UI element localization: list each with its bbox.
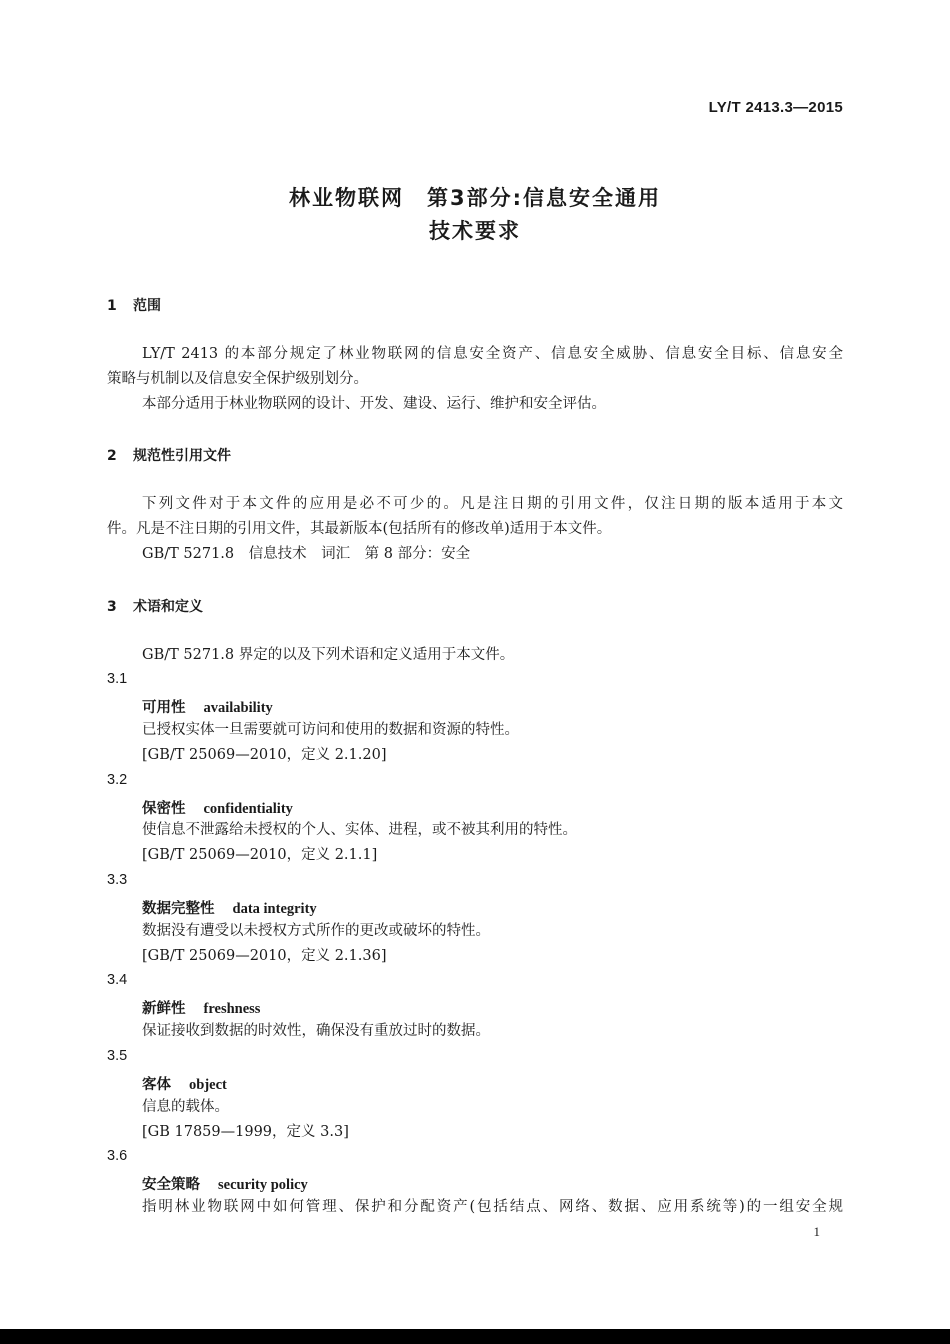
- term-definition: 数据没有遭受以未授权方式所作的更改或破坏的特性。: [142, 923, 490, 939]
- section-heading-scope: [107, 295, 161, 315]
- term-definition: 保证接收到数据的时效性，确保没有重放过时的数据。: [142, 1023, 490, 1039]
- page-number: 1: [813, 1224, 820, 1239]
- term-zh: 数据完整性: [142, 901, 215, 917]
- section-heading-terms: [107, 596, 203, 616]
- term-heading: [142, 797, 293, 818]
- references-text: 下列文件对于本文件的应用是必不可少的。凡是注日期的引用文件，仅注日期的版本适用于本文: [142, 496, 843, 512]
- term-number: 3.4: [107, 972, 128, 988]
- term-definition: 已授权实体一旦需要就可访问和使用的数据和资源的特性。: [142, 722, 519, 738]
- term-en: availability: [203, 700, 273, 716]
- references-paragraph-line-1: [142, 495, 843, 513]
- term-zh: 可用性: [142, 700, 186, 716]
- scope-paragraph-line-2: 策略与机制以及信息安全保护级别划分。: [107, 371, 368, 387]
- standard-code: LY/T 2413.3—2015: [708, 99, 843, 116]
- bottom-border: [0, 1329, 950, 1344]
- references-paragraph-line-2: 件。凡是不注日期的引用文件，其最新版本(包括所有的修改单)适用于本文件。: [107, 521, 612, 537]
- term-number: 3.2: [107, 772, 128, 788]
- term-zh: 客体: [142, 1077, 171, 1093]
- document-title-line-1: 林业物联网 第3部分:信息安全通用: [288, 186, 661, 210]
- scope-paragraph-2: 本部分适用于林业物联网的设计、开发、建设、运行、维护和安全评估。: [142, 396, 606, 412]
- document-title-line-2: 技术要求: [429, 219, 521, 243]
- term-number: 3.5: [107, 1048, 128, 1064]
- term-en: object: [189, 1077, 227, 1093]
- term-source: [GB/T 25069—2010，定义 2.1.1]: [142, 847, 378, 863]
- section-title: 范围: [133, 298, 161, 314]
- term-number: 3.1: [107, 671, 128, 687]
- section-number: 2: [107, 448, 117, 464]
- term-en: freshness: [203, 1001, 261, 1017]
- term-source: [GB/T 25069—2010，定义 2.1.36]: [142, 948, 387, 964]
- scope-paragraph-line-1: [142, 345, 843, 363]
- term-zh: 安全策略: [142, 1177, 200, 1193]
- term-en: data integrity: [232, 901, 317, 917]
- scope-text: LY/T 2413 的本部分规定了林业物联网的信息安全资产、信息安全威胁、信息安全目标、信息安全: [142, 346, 843, 362]
- term-en: confidentiality: [203, 801, 293, 817]
- section-title: 规范性引用文件: [133, 448, 231, 464]
- term-en: security policy: [218, 1177, 308, 1193]
- section-number: 1: [107, 298, 117, 314]
- term-definition: 使信息不泄露给未授权的个人、实体、进程，或不被其利用的特性。: [142, 822, 577, 838]
- reference-item: GB/T 5271.8 信息技术 词汇 第 8 部分：安全: [142, 546, 471, 562]
- term-zh: 新鲜性: [142, 1001, 186, 1017]
- term-definition-wrapper: [142, 1198, 843, 1216]
- term-heading: [142, 997, 260, 1018]
- term-number: 3.3: [107, 872, 128, 888]
- term-definition: 指明林业物联网中如何管理、保护和分配资产(包括结点、网络、数据、应用系统等)的一组安全规: [142, 1199, 843, 1215]
- term-heading: [142, 696, 273, 717]
- section-number: 3: [107, 599, 117, 615]
- term-number: 3.6: [107, 1148, 128, 1164]
- section-title: 术语和定义: [133, 599, 203, 615]
- term-source: [GB 17859—1999，定义 3.3]: [142, 1124, 349, 1140]
- terms-intro: GB/T 5271.8 界定的以及下列术语和定义适用于本文件。: [142, 647, 515, 663]
- term-heading: [142, 1073, 227, 1094]
- term-definition: 信息的载体。: [142, 1099, 229, 1115]
- term-heading: [142, 897, 317, 918]
- term-zh: 保密性: [142, 801, 186, 817]
- term-heading: [142, 1173, 308, 1194]
- section-heading-normative-references: [107, 445, 231, 465]
- term-source: [GB/T 25069—2010，定义 2.1.20]: [142, 747, 387, 763]
